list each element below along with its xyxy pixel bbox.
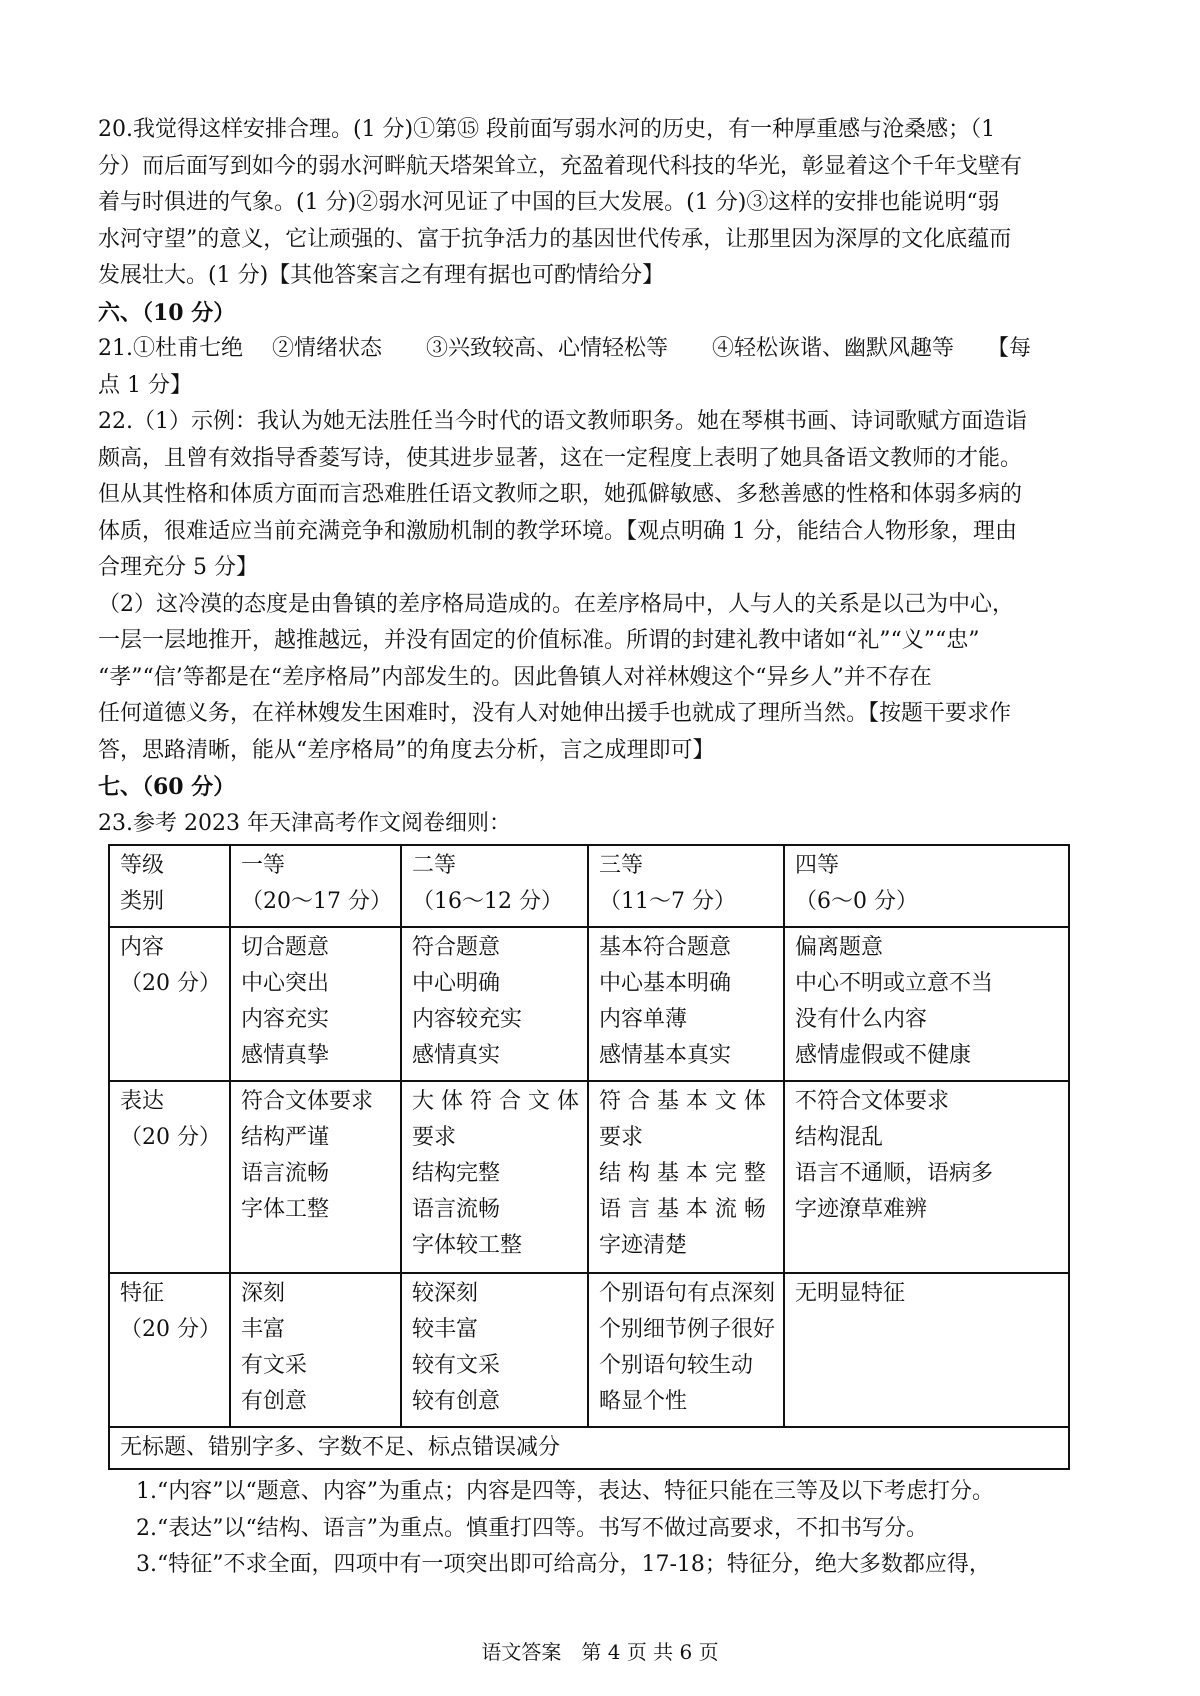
section-heading-6: 六、（10 分） — [98, 299, 236, 326]
cell-text: 感情虚假或不健康 — [794, 1043, 971, 1068]
header-cell — [109, 845, 230, 927]
cell-text: 偏离题意 — [794, 935, 883, 960]
grade-cell — [784, 927, 1069, 1081]
note-item: 2.“表达”以“结构、语言”为重点。慎重打四等。书写不做过高要求，不扣书写分。 — [136, 1515, 928, 1541]
grade-cell — [401, 1081, 588, 1273]
cell-text: 中心突出 — [241, 971, 330, 996]
category-cell — [109, 927, 230, 1081]
cell-text: 结构完整 — [411, 1161, 500, 1186]
cell-text: （20～17 分） — [241, 889, 392, 914]
answer-page — [98, 112, 1108, 1584]
cell-text: （20 分） — [120, 1317, 221, 1342]
cell-text: 内容 — [120, 935, 165, 960]
cell-text: 中心基本明确 — [598, 971, 731, 996]
cell-text: 语言流畅 — [411, 1197, 500, 1222]
grade-cell — [784, 1273, 1069, 1427]
cell-text: 类别 — [120, 889, 165, 914]
table-header-row — [109, 845, 1069, 927]
cell-text: 特征 — [120, 1281, 165, 1306]
cell-text: 感情真挚 — [241, 1043, 330, 1068]
cell-text: （11～7 分） — [598, 889, 736, 914]
cell-text: 符 合 基 本 文 体 — [598, 1089, 766, 1114]
text-line: 体质，很难适应当前充满竞争和激励机制的教学环境。【观点明确 1 分，能结合人物形象，理由 — [98, 518, 1017, 544]
table-footer-row — [109, 1427, 1069, 1469]
page-footer: 语文答案 第 4 页 共 6 页 — [481, 1640, 719, 1664]
cell-text: 丰富 — [241, 1317, 286, 1342]
note-item: 3.“特征”不求全面，四项中有一项突出即可给高分，17-18；特征分，绝大多数都应得， — [136, 1552, 991, 1577]
text-line: 合理充分 5 分】 — [98, 555, 258, 580]
cell-text: （16～12 分） — [411, 889, 563, 914]
cell-text: 中心不明或立意不当 — [794, 971, 993, 996]
cell-text: 等级 — [120, 853, 165, 878]
cell-text: 二等 — [411, 853, 456, 878]
cell-text: 有创意 — [241, 1389, 308, 1414]
cell-text: 没有什么内容 — [794, 1007, 927, 1032]
text-line: 21.①杜甫七绝 ②情绪状态 ③兴致较高、心情轻松等 ④轻松诙谐、幽默风趣等 【每 — [98, 336, 1031, 361]
grade-cell — [588, 1081, 784, 1273]
text-line: 22.（1）示例：我认为她无法胜任当今时代的语文教师职务。她在琴棋书画、诗词歌赋方面造诣 — [98, 409, 1027, 434]
grade-cell — [588, 927, 784, 1081]
cell-text: 语言不通顺，语病多 — [794, 1161, 993, 1186]
section-heading-7: 七、（60 分） — [98, 774, 236, 800]
grade-cell — [230, 1273, 401, 1427]
q21-answer — [98, 331, 1108, 404]
cell-text: 符合文体要求 — [241, 1089, 374, 1114]
deduction-note: 无标题、错别字多、字数不足、标点错误减分 — [109, 1427, 1069, 1469]
cell-text: 内容充实 — [241, 1007, 330, 1032]
cell-text: 字迹清楚 — [598, 1233, 687, 1258]
cell-text: 结构严谨 — [241, 1125, 330, 1150]
cell-text: 字体较工整 — [411, 1233, 522, 1258]
header-cell — [401, 845, 588, 927]
q23-intro: 23.参考 2023 年天津高考作文阅卷细则： — [98, 810, 511, 836]
grade-cell — [401, 927, 588, 1081]
row-expression — [109, 1081, 1069, 1273]
text-line: 一层一层地推开，越推越远，并没有固定的价值标准。所谓的封建礼教中诸如“礼”“义”“忠” — [98, 628, 980, 653]
cell-text: 表达 — [120, 1089, 165, 1114]
grade-cell — [401, 1273, 588, 1427]
header-cell — [784, 845, 1069, 927]
cell-text: 中心明确 — [411, 971, 500, 996]
text-line: （2）这冷漠的态度是由鲁镇的差序格局造成的。在差序格局中，人与人的关系是以己为中心， — [98, 591, 1015, 617]
text-line: 着与时俱进的气象。(1 分)②弱水河见证了中国的巨大发展。(1 分)③这样的安排也能说明“弱 — [98, 190, 1000, 215]
text-line: 颇高，且曾有效指导香菱写诗，使其进步显著，这在一定程度上表明了她具备语文教师的才能。 — [98, 445, 1023, 471]
grade-cell — [230, 1081, 401, 1273]
q20-answer — [98, 112, 1108, 295]
cell-text: 较深刻 — [411, 1281, 478, 1306]
cell-text: 大 体 符 合 文 体 — [411, 1089, 579, 1114]
row-content — [109, 927, 1069, 1081]
cell-text: 要求 — [411, 1125, 456, 1150]
header-cell — [588, 845, 784, 927]
text-line: 20.我觉得这样安排合理。(1 分)①第⑮ 段前面写弱水河的历史，有一种厚重感与沧桑感；（1 — [98, 117, 996, 142]
category-cell — [109, 1273, 230, 1427]
cell-text: 不符合文体要求 — [794, 1089, 949, 1114]
cell-text: 三等 — [598, 853, 643, 878]
cell-text: 较有创意 — [411, 1389, 500, 1414]
cell-text: 要求 — [598, 1125, 643, 1150]
cell-text: 结 构 基 本 完 整 — [598, 1161, 766, 1186]
cell-text: 基本符合题意 — [598, 935, 731, 960]
cell-text: 内容较充实 — [411, 1007, 522, 1032]
cell-text: 切合题意 — [241, 935, 330, 960]
cell-text: 字体工整 — [241, 1197, 330, 1222]
cell-text: 个别细节例子很好 — [598, 1317, 775, 1342]
cell-text: （20 分） — [120, 1125, 221, 1150]
text-line: 任何道德义务，在祥林嫂发生困难时，没有人对她伸出援手也就成了理所当然。【按题干要求作 — [98, 701, 1012, 726]
text-line: 点 1 分】 — [98, 372, 192, 398]
cell-text: 结构混乱 — [794, 1125, 883, 1150]
cell-text: （20 分） — [120, 971, 221, 996]
cell-text: 符合题意 — [411, 935, 500, 960]
q22-answer — [98, 404, 1108, 769]
cell-text: 略显个性 — [598, 1389, 687, 1414]
note-item: 1.“内容”以“题意、内容”为重点；内容是四等，表达、特征只能在三等及以下考虑打分。 — [136, 1479, 994, 1504]
cell-text: 感情基本真实 — [598, 1043, 731, 1068]
text-line: 水河守望”的意义，它让顽强的、富于抗争活力的基因世代传承，让那里因为深厚的文化底蕴而 — [98, 226, 1012, 252]
cell-text: （6～0 分） — [794, 889, 918, 914]
grading-table — [108, 844, 1070, 1470]
grade-cell — [230, 927, 401, 1081]
row-features — [109, 1273, 1069, 1427]
text-line: 答，思路清晰，能从“差序格局”的角度去分析，言之成理即可】 — [98, 737, 715, 763]
grade-cell — [784, 1081, 1069, 1273]
cell-text: 语言流畅 — [241, 1161, 330, 1186]
category-cell — [109, 1081, 230, 1273]
text-line: 但从其性格和体质方面而言恐难胜任语文教师之职，她孤僻敏感、多愁善感的性格和体弱多病的 — [98, 482, 1023, 507]
cell-text: 较有文采 — [411, 1353, 500, 1378]
grading-notes — [98, 1474, 1108, 1584]
cell-text: 内容单薄 — [598, 1007, 687, 1032]
cell-text: 语 言 基 本 流 畅 — [598, 1197, 766, 1222]
text-line: 分）而后面写到如今的弱水河畔航天塔架耸立，充盈着现代科技的华光，彰显着这个千年戈壁有 — [98, 153, 1023, 179]
cell-text: 深刻 — [241, 1281, 286, 1306]
grade-cell — [588, 1273, 784, 1427]
text-line: “孝”“信’等都是在“差序格局”内部发生的。因此鲁镇人对祥林嫂这个“异乡人”并不存在 — [98, 664, 932, 690]
cell-text: 字迹潦草难辨 — [794, 1197, 927, 1222]
cell-text: 有文采 — [241, 1353, 308, 1378]
cell-text: 一等 — [241, 853, 286, 878]
cell-text: 个别语句较生动 — [598, 1353, 753, 1378]
cell-text: 感情真实 — [411, 1043, 500, 1068]
cell-text: 较丰富 — [411, 1317, 478, 1342]
header-cell — [230, 845, 401, 927]
text-line: 发展壮大。(1 分)【其他答案言之有理有据也可酌情给分】 — [98, 263, 665, 288]
cell-text: 个别语句有点深刻 — [598, 1281, 775, 1306]
cell-text: 四等 — [794, 853, 839, 878]
cell-text: 无明显特征 — [794, 1281, 905, 1306]
